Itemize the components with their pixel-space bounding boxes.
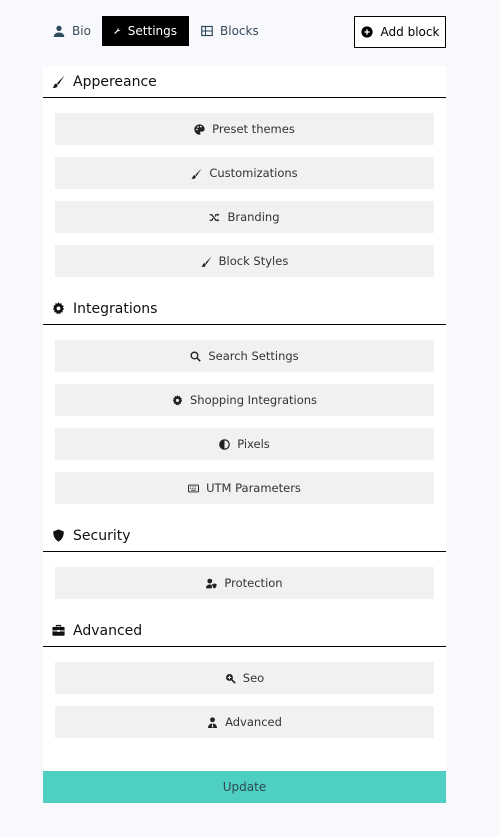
seo-label: Seo <box>242 671 265 685</box>
section-appearance-title: Appereance <box>73 73 157 90</box>
tab-settings[interactable] <box>102 16 189 46</box>
table-icon <box>201 25 213 37</box>
section-advanced-title: Advanced <box>73 622 143 639</box>
user-icon <box>53 25 65 37</box>
search-settings-label: Search Settings <box>208 349 299 363</box>
shopping-integrations-label: Shopping Integrations <box>189 393 318 407</box>
search-plus-icon <box>225 673 236 684</box>
section-security-header <box>43 520 446 552</box>
branding-button[interactable] <box>55 201 434 233</box>
search-icon <box>190 351 201 362</box>
customizations-button[interactable] <box>55 157 434 189</box>
settings-panel <box>43 66 446 772</box>
shield-icon <box>52 529 65 542</box>
tab-blocks[interactable] <box>193 16 267 46</box>
wrench-icon <box>114 25 121 37</box>
tab-settings-label: Settings <box>127 24 177 38</box>
keyboard-icon <box>188 483 199 494</box>
block-styles-label: Block Styles <box>218 254 289 268</box>
brush-icon <box>52 75 65 88</box>
search-settings-button[interactable] <box>55 340 434 372</box>
advanced-label: Advanced <box>225 715 282 729</box>
section-integrations-title: Integrations <box>73 300 158 317</box>
top-tabs <box>43 16 446 47</box>
preset-themes-label: Preset themes <box>212 122 295 136</box>
palette-icon <box>194 124 205 135</box>
utm-parameters-label: UTM Parameters <box>206 481 301 495</box>
seo-button[interactable] <box>55 662 434 694</box>
adjust-icon <box>219 439 230 450</box>
preset-themes-button[interactable] <box>55 113 434 145</box>
toolbox-icon <box>52 624 65 637</box>
protection-label: Protection <box>224 576 283 590</box>
section-security-title: Security <box>73 527 131 544</box>
tab-bio-label: Bio <box>72 24 91 38</box>
add-block-label: Add block <box>380 25 440 39</box>
utm-parameters-button[interactable] <box>55 472 434 504</box>
tab-blocks-label: Blocks <box>220 24 259 38</box>
protection-button[interactable] <box>55 567 434 599</box>
section-advanced-header <box>43 615 446 647</box>
gear-icon <box>52 302 65 315</box>
pixels-label: Pixels <box>237 437 270 451</box>
shuffle-icon <box>209 212 220 223</box>
branding-label: Branding <box>227 210 280 224</box>
customizations-label: Customizations <box>209 166 298 180</box>
brush-icon <box>191 168 202 179</box>
user-shield-icon <box>206 578 217 589</box>
update-button[interactable]: Update <box>43 771 446 803</box>
tab-bio[interactable] <box>43 16 101 46</box>
gear-icon <box>172 395 183 406</box>
advanced-button[interactable] <box>55 706 434 738</box>
add-block-button[interactable] <box>354 16 446 48</box>
brush-icon <box>201 256 212 267</box>
block-styles-button[interactable] <box>55 245 434 277</box>
shopping-integrations-button[interactable] <box>55 384 434 416</box>
plus-circle-icon <box>361 26 373 38</box>
pixels-button[interactable] <box>55 428 434 460</box>
section-appearance-header <box>43 66 446 98</box>
user-tie-icon <box>207 717 218 728</box>
section-integrations-header <box>43 293 446 325</box>
